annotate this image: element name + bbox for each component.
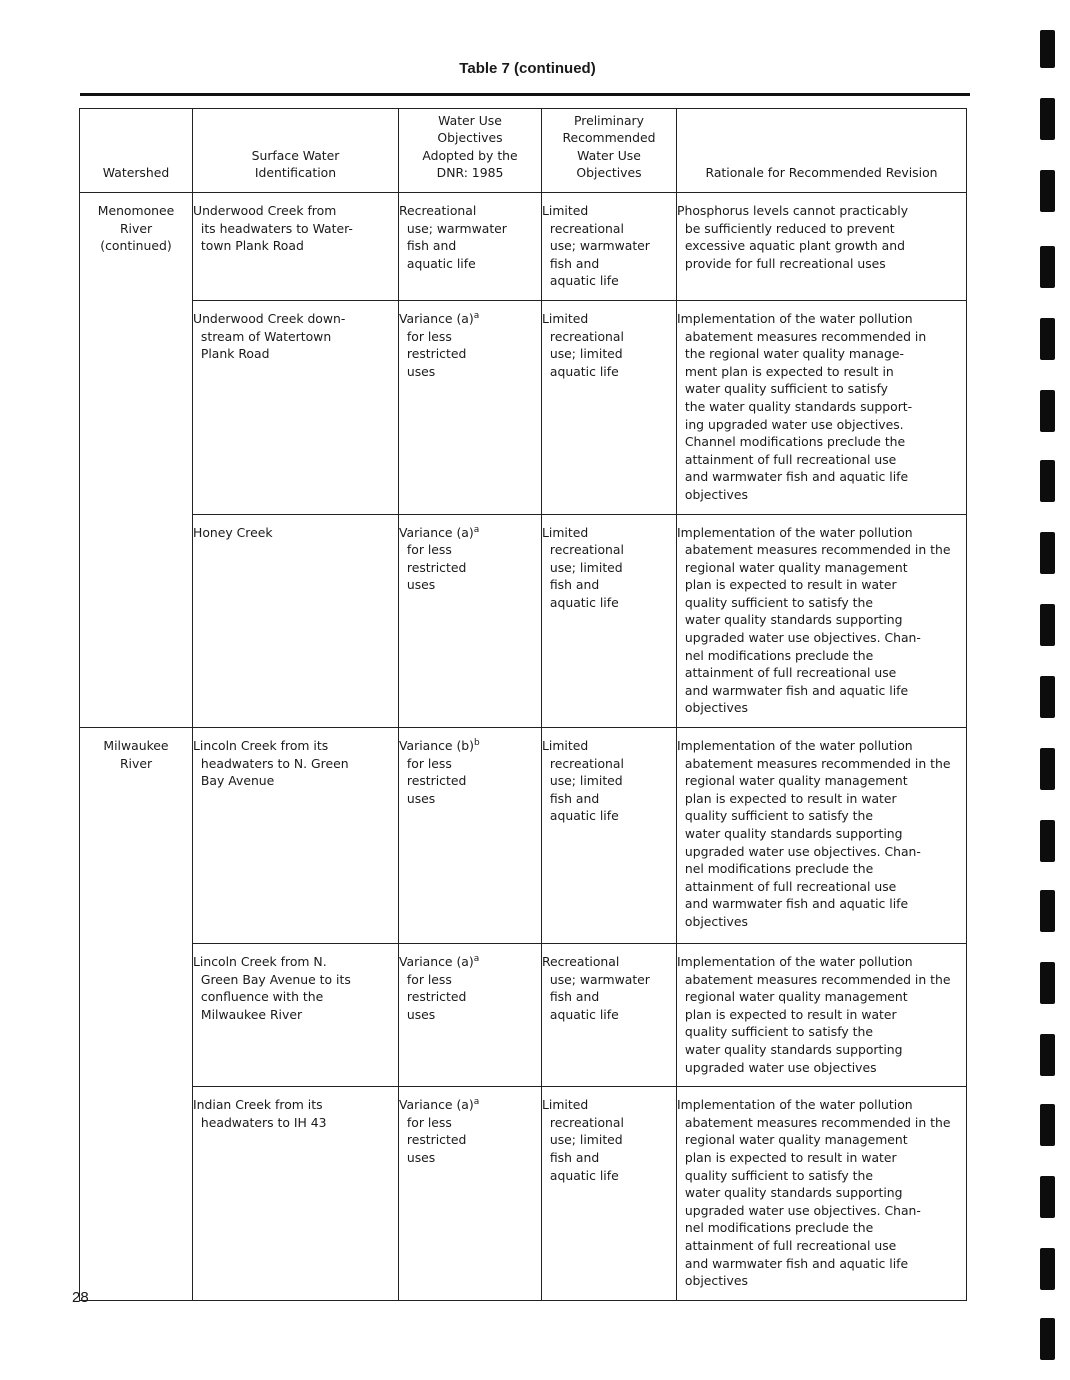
rationale-cell: Phosphorus levels cannot practicably be sufficiently reduced to prevent excessive aquatic plant growth and provide for full recreational uses [677,193,967,301]
adopted-objective-cell: Recreational use; warmwater fish and aquatic life [399,193,542,301]
binding-mark [1040,98,1055,140]
rationale-cell: Implementation of the water pollution abatement measures recommended in the regional water quality manage- ment plan is expected to result in water quality sufficient to satisfy the water quality standards support- ing upgraded water use objectives. Channel modifications preclude the attainment of full recreational use and warmwater fish and aquatic life objectives [677,300,967,514]
table-row [80,1087,967,1301]
rationale-cell: Implementation of the water pollution abatement measures recommended in the regional water quality management plan is expected to result in water quality sufficient to satisfy the water quality standards supporting upgraded water use objectives. Chan- nel modifications preclude the attainment of full recreational use and warmwater fish and aquatic life objectives [677,728,967,944]
title-rule [80,93,970,96]
surface-water-cell: Indian Creek from its headwaters to IH 43 [193,1087,399,1301]
binding-mark [1040,30,1055,68]
table-row [80,514,967,728]
binding-mark [1040,170,1055,212]
binding-mark [1040,676,1055,718]
binding-mark [1040,532,1055,574]
surface-water-cell: Honey Creek [193,514,399,728]
rationale-cell: Implementation of the water pollution abatement measures recommended in the regional water quality management plan is expected to result in water quality sufficient to satisfy the water quality standards supporting upgraded water use objectives. Chan- nel modifications preclude the attainment of full recreational use and warmwater fish and aquatic life objectives [677,514,967,728]
binding-mark [1040,1104,1055,1146]
table-row [80,300,967,514]
binding-mark [1040,1318,1055,1360]
table-row [80,944,967,1087]
binding-mark [1040,1248,1055,1290]
page-number: 28 [72,1289,89,1306]
recommended-objective-cell: Recreational use; warmwater fish and aquatic life [542,944,677,1087]
recommended-objective-cell: Limited recreational use; limited fish and aquatic life [542,514,677,728]
header-surface-water: Surface Water Identification [193,109,399,193]
binding-mark [1040,604,1055,646]
binding-mark [1040,246,1055,288]
footnote-marker: b [474,737,480,748]
binding-mark [1040,318,1055,360]
surface-water-cell: Underwood Creek from its headwaters to Water- town Plank Road [193,193,399,301]
watershed-cell: Menomonee River (continued) [80,193,193,728]
footnote-marker: a [473,953,480,964]
binding-mark [1040,962,1055,1004]
table-row [80,193,967,301]
adopted-objective-cell: Variance $(a)^a$ for less restricted uses [399,514,542,728]
binding-mark [1040,748,1055,790]
adopted-objective-cell: Variance $(a)^a$ for less restricted uses [399,300,542,514]
binding-mark [1040,1034,1055,1076]
footnote-marker: a [473,310,480,321]
adopted-objective-cell: Variance $(a)^a$ for less restricted uses [399,1087,542,1301]
surface-water-cell: Underwood Creek down- stream of Watertown Plank Road [193,300,399,514]
header-rationale: Rationale for Recommended Revision [677,109,967,193]
adopted-objective-cell: Variance $(a)^a$ for less restricted uses [399,944,542,1087]
recommended-objective-cell: Limited recreational use; limited fish and aquatic life [542,1087,677,1301]
rationale-cell: Implementation of the water pollution abatement measures recommended in the regional water quality management plan is expected to result in water quality sufficient to satisfy the water quality standards supporting upgraded water use objectives [677,944,967,1087]
header-row [80,109,967,193]
binding-mark [1040,1176,1055,1218]
binding-mark [1040,890,1055,932]
recommended-objective-cell: Limited recreational use; limited aquatic life [542,300,677,514]
table-row [80,728,967,944]
header-recommended-objectives: Preliminary Recommended Water Use Objectives [542,109,677,193]
table-title: Table 7 (continued) [459,60,596,77]
binding-mark [1040,390,1055,432]
surface-water-cell: Lincoln Creek from its headwaters to N. Green Bay Avenue [193,728,399,944]
binding-mark [1040,820,1055,862]
adopted-objective-cell: Variance $(b)^b$ for less restricted uses [399,728,542,944]
header-adopted-objectives: Water Use Objectives Adopted by the DNR: 1985 [399,109,542,193]
recommended-objective-cell: Limited recreational use; limited fish and aquatic life [542,728,677,944]
footnote-marker: a [473,1097,480,1108]
binding-mark [1040,460,1055,502]
footnote-marker: a [473,524,480,535]
rationale-cell: Implementation of the water pollution abatement measures recommended in the regional water quality management plan is expected to result in water quality sufficient to satisfy the water quality standards supporting upgraded water use objectives. Chan- nel modifications preclude the attainment of full recreational use and warmwater fish and aquatic life objectives [677,1087,967,1301]
water-use-table [79,108,967,1301]
watershed-cell: Milwaukee River [80,728,193,1301]
surface-water-cell: Lincoln Creek from N. Green Bay Avenue to its confluence with the Milwaukee River [193,944,399,1087]
header-watershed: Watershed [80,109,193,193]
recommended-objective-cell: Limited recreational use; warmwater fish and aquatic life [542,193,677,301]
